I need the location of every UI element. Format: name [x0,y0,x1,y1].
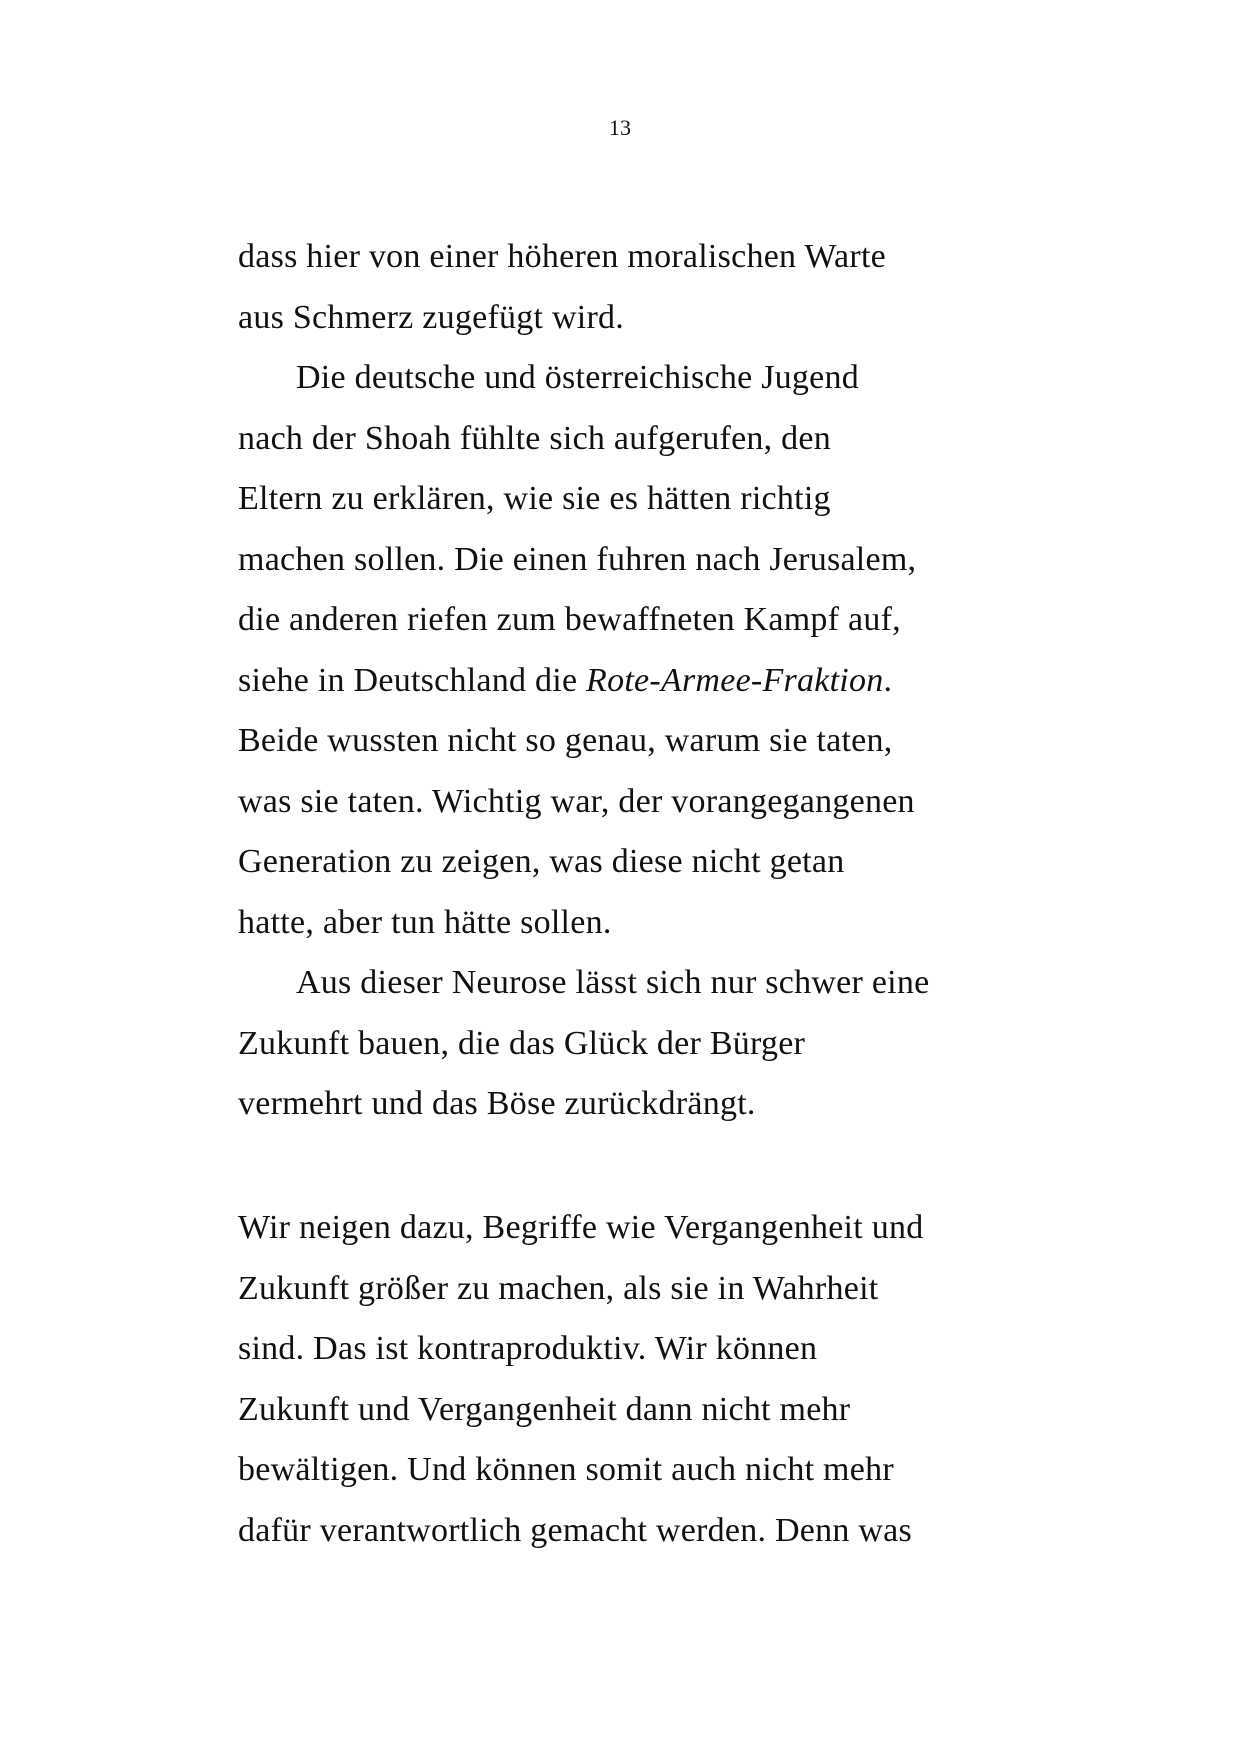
text-line-with-italic [238,651,1038,712]
text-line: dafür verantwortlich gemacht werden. Denn was [238,1511,912,1549]
punctuation: . [883,661,893,699]
text-line: aus Schmerz zugefügt wird. [238,298,625,336]
text-line: die anderen riefen zum bewaffneten Kampf auf, [238,601,901,638]
text-line: Zukunft und Vergangenheit dann nicht mehr [238,1390,851,1428]
italic-term: Rote-Armee-Fraktion [586,661,884,699]
text-block-2 [238,1198,1038,1561]
text-line: vermehrt und das Böse zurückdrängt. [238,1085,756,1122]
paragraph-first-line: Aus dieser Neurose lässt sich nur schwer eine [296,964,930,1001]
text-segment: siehe in Deutschland die [238,661,587,699]
text-block-1 [238,227,1038,1135]
text-line: Beide wussten nicht so genau, warum sie taten, [238,722,893,759]
text-line: Generation zu zeigen, was diese nicht getan [238,843,845,880]
text-line: bewältigen. Und können somit auch nicht mehr [238,1451,894,1488]
text-line: nach der Shoah fühlte sich aufgerufen, den [238,419,831,457]
text-line: Eltern zu erklären, wie sie es hätten richtig [238,480,831,517]
text-line: machen sollen. Die einen fuhren nach Jerusalem, [238,540,917,578]
text-line: hatte, aber tun hätte sollen. [238,903,612,941]
text-line: dass hier von einer höheren moralischen Warte [238,238,886,275]
text-line: Wir neigen dazu, Begriffe wie Vergangenheit und [238,1209,924,1246]
text-line: Zukunft bauen, die das Glück der Bürger [238,1024,806,1062]
page-number: 13 [609,115,631,140]
text-line: Zukunft größer zu machen, als sie in Wahrheit [238,1269,879,1307]
text-line: was sie taten. Wichtig war, der vorangegangenen [238,782,915,820]
paragraph-first-line: Die deutsche und österreichische Jugend [296,359,860,396]
text-line: sind. Das ist kontraproduktiv. Wir können [238,1330,818,1367]
